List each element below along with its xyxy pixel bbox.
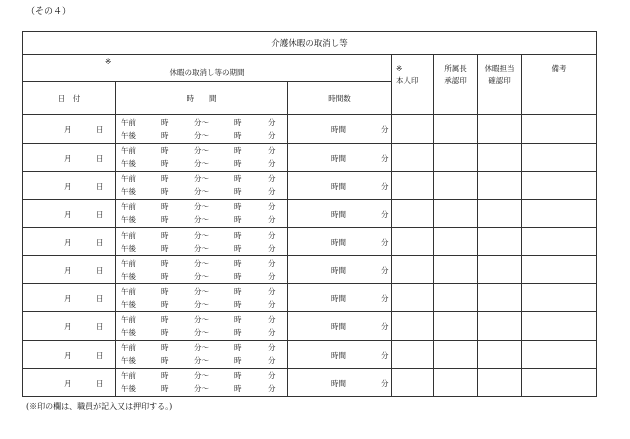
remarks-cell[interactable] [522, 115, 597, 143]
time-cell[interactable] [116, 228, 288, 256]
chief-seal-cell[interactable] [434, 228, 478, 256]
self-seal-label: 本人印 [396, 76, 419, 86]
min-from-label: 分～ [194, 271, 209, 281]
hours-cell[interactable] [288, 340, 392, 368]
staff-seal-cell[interactable] [478, 368, 522, 396]
hour-label: 時 [161, 159, 169, 169]
date-cell[interactable] [23, 284, 116, 312]
hour-label: 時 [234, 215, 242, 225]
month-label: 月 [64, 181, 72, 191]
table-row [23, 115, 597, 143]
chief-line-2: 承認印 [444, 76, 467, 86]
date-cell[interactable] [23, 199, 116, 227]
min-label: 分 [268, 159, 276, 169]
table-row [23, 312, 597, 340]
am-line [116, 116, 287, 129]
dur-min-label: 分 [381, 322, 389, 332]
hour-label: 時 [234, 356, 242, 366]
min-label: 分 [268, 118, 276, 128]
min-from-label: 分～ [194, 159, 209, 169]
hour-label: 時 [234, 384, 242, 394]
hour-label: 時 [234, 187, 242, 197]
chief-seal-cell[interactable] [434, 312, 478, 340]
min-label: 分 [268, 258, 276, 268]
hours-cell[interactable] [288, 228, 392, 256]
min-from-label: 分～ [194, 131, 209, 141]
pm-label: 午後 [121, 356, 136, 366]
chief-approval-header [434, 55, 478, 115]
pm-label: 午後 [121, 271, 136, 281]
time-cell[interactable] [116, 143, 288, 171]
hour-label: 時 [234, 286, 242, 296]
dur-min-label: 分 [381, 209, 389, 219]
time-cell[interactable] [116, 312, 288, 340]
dur-hours-label: 時間 [331, 181, 346, 191]
hour-label: 時 [234, 202, 242, 212]
min-label: 分 [268, 230, 276, 240]
staff-seal-cell[interactable] [478, 228, 522, 256]
min-from-label: 分～ [194, 230, 209, 240]
dur-hours-label: 時間 [331, 238, 346, 248]
self-seal-cell[interactable] [392, 340, 434, 368]
hour-label: 時 [161, 118, 169, 128]
min-from-label: 分～ [194, 146, 209, 156]
dur-min-label: 分 [381, 238, 389, 248]
pm-line [116, 298, 287, 311]
day-label: 日 [96, 181, 104, 191]
hours-cell[interactable] [288, 199, 392, 227]
table-row [23, 171, 597, 199]
hours-header: 時間数 [288, 82, 392, 115]
remarks-cell[interactable] [522, 199, 597, 227]
form-caption: （その４） [26, 7, 72, 17]
chief-seal-cell[interactable] [434, 284, 478, 312]
am-label: 午前 [121, 230, 136, 240]
pm-label: 午後 [121, 243, 136, 253]
min-from-label: 分～ [194, 187, 209, 197]
hour-label: 時 [234, 315, 242, 324]
dur-min-label: 分 [381, 378, 389, 388]
hours-cell[interactable] [288, 312, 392, 340]
table-row [23, 228, 597, 256]
am-line [116, 313, 287, 326]
hour-label: 時 [161, 258, 169, 268]
hour-label: 時 [161, 328, 169, 337]
min-label: 分 [268, 343, 276, 353]
hour-label: 時 [234, 174, 242, 184]
min-label: 分 [268, 131, 276, 141]
table-row [23, 143, 597, 171]
hour-label: 時 [234, 118, 242, 128]
hour-label: 時 [234, 258, 242, 268]
date-cell[interactable] [23, 115, 116, 143]
hour-label: 時 [234, 243, 242, 253]
remarks-header: 備考 [522, 55, 597, 115]
staff-seal-cell[interactable] [478, 115, 522, 143]
am-label: 午前 [121, 286, 136, 296]
am-label: 午前 [121, 371, 136, 381]
chief-seal-cell[interactable] [434, 199, 478, 227]
hour-label: 時 [161, 202, 169, 212]
remarks-cell[interactable] [522, 143, 597, 171]
period-header [23, 55, 392, 82]
min-label: 分 [268, 371, 276, 381]
staff-seal-cell[interactable] [478, 199, 522, 227]
min-from-label: 分～ [194, 299, 209, 309]
am-line [116, 369, 287, 382]
month-label: 月 [64, 266, 72, 276]
day-label: 日 [96, 125, 104, 135]
dur-hours-label: 時間 [331, 153, 346, 163]
min-from-label: 分～ [194, 174, 209, 184]
hour-label: 時 [161, 343, 169, 353]
dur-hours-label: 時間 [331, 350, 346, 360]
dur-min-label: 分 [381, 153, 389, 163]
chief-seal-cell[interactable] [434, 115, 478, 143]
min-label: 分 [268, 271, 276, 281]
dur-min-label: 分 [381, 294, 389, 304]
am-line [116, 285, 287, 298]
min-from-label: 分～ [194, 286, 209, 296]
hour-label: 時 [161, 230, 169, 240]
month-label: 月 [64, 322, 72, 332]
pm-label: 午後 [121, 159, 136, 169]
am-label: 午前 [121, 343, 136, 353]
remarks-cell[interactable] [522, 284, 597, 312]
hour-label: 時 [234, 299, 242, 309]
self-seal-cell[interactable] [392, 256, 434, 284]
dur-min-label: 分 [381, 350, 389, 360]
table-row [23, 368, 597, 396]
dur-min-label: 分 [381, 125, 389, 135]
table-row [23, 199, 597, 227]
hours-cell[interactable] [288, 368, 392, 396]
self-seal-cell[interactable] [392, 312, 434, 340]
hour-label: 時 [161, 187, 169, 197]
am-line [116, 200, 287, 213]
am-line [116, 172, 287, 185]
pm-label: 午後 [121, 328, 136, 337]
time-cell[interactable] [116, 199, 288, 227]
hour-label: 時 [161, 384, 169, 394]
date-header: 日 付 [23, 82, 116, 115]
min-from-label: 分～ [194, 371, 209, 381]
month-label: 月 [64, 153, 72, 163]
chief-seal-cell[interactable] [434, 171, 478, 199]
date-cell[interactable] [23, 312, 116, 340]
day-label: 日 [96, 266, 104, 276]
date-cell[interactable] [23, 368, 116, 396]
table-row [23, 256, 597, 284]
time-cell[interactable] [116, 256, 288, 284]
pm-line [116, 213, 287, 226]
chief-seal-cell[interactable] [434, 368, 478, 396]
pm-line [116, 242, 287, 255]
staff-seal-cell[interactable] [478, 256, 522, 284]
hours-cell[interactable] [288, 284, 392, 312]
time-cell[interactable] [116, 284, 288, 312]
hour-label: 時 [161, 174, 169, 184]
min-from-label: 分～ [194, 328, 209, 337]
hour-label: 時 [161, 146, 169, 156]
month-label: 月 [64, 294, 72, 304]
leave-staff-line-2: 確認印 [488, 76, 511, 86]
dur-hours-label: 時間 [331, 209, 346, 219]
time-cell[interactable] [116, 171, 288, 199]
am-line [116, 341, 287, 354]
hour-label: 時 [161, 286, 169, 296]
leave-cancellation-table [22, 31, 597, 397]
time-header: 時 間 [116, 82, 288, 115]
hour-label: 時 [234, 230, 242, 240]
day-label: 日 [96, 350, 104, 360]
month-label: 月 [64, 125, 72, 135]
dur-hours-label: 時間 [331, 294, 346, 304]
chief-line-1: 所属長 [444, 64, 467, 74]
pm-line [116, 382, 287, 395]
hour-label: 時 [234, 343, 242, 353]
chief-seal-cell[interactable] [434, 340, 478, 368]
am-label: 午前 [121, 258, 136, 268]
hour-label: 時 [161, 271, 169, 281]
hour-label: 時 [234, 146, 242, 156]
min-label: 分 [268, 146, 276, 156]
am-label: 午前 [121, 118, 136, 128]
chief-seal-cell[interactable] [434, 256, 478, 284]
hours-cell[interactable] [288, 143, 392, 171]
min-label: 分 [268, 286, 276, 296]
hour-label: 時 [234, 371, 242, 381]
hour-label: 時 [161, 131, 169, 141]
staff-seal-cell[interactable] [478, 312, 522, 340]
day-label: 日 [96, 209, 104, 219]
self-seal-cell[interactable] [392, 284, 434, 312]
hour-label: 時 [234, 271, 242, 281]
min-from-label: 分～ [194, 243, 209, 253]
month-label: 月 [64, 350, 72, 360]
day-label: 日 [96, 238, 104, 248]
leave-staff-header [478, 55, 522, 115]
min-label: 分 [268, 174, 276, 184]
month-label: 月 [64, 378, 72, 388]
hour-label: 時 [234, 328, 242, 337]
chief-seal-cell[interactable] [434, 143, 478, 171]
min-from-label: 分～ [194, 356, 209, 366]
am-line [116, 144, 287, 157]
hours-cell[interactable] [288, 171, 392, 199]
month-label: 月 [64, 209, 72, 219]
pm-label: 午後 [121, 187, 136, 197]
min-label: 分 [268, 384, 276, 394]
dur-hours-label: 時間 [331, 266, 346, 276]
staff-seal-cell[interactable] [478, 340, 522, 368]
min-from-label: 分～ [194, 118, 209, 128]
staff-seal-cell[interactable] [478, 284, 522, 312]
remarks-cell[interactable] [522, 312, 597, 340]
am-label: 午前 [121, 174, 136, 184]
hour-label: 時 [161, 371, 169, 381]
min-label: 分 [268, 315, 276, 324]
date-cell[interactable] [23, 256, 116, 284]
pm-label: 午後 [121, 299, 136, 309]
min-label: 分 [268, 356, 276, 366]
pm-line [116, 129, 287, 142]
self-seal-cell[interactable] [392, 199, 434, 227]
min-from-label: 分～ [194, 215, 209, 225]
day-label: 日 [96, 294, 104, 304]
min-label: 分 [268, 243, 276, 253]
day-label: 日 [96, 322, 104, 332]
self-seal-cell[interactable] [392, 368, 434, 396]
pm-label: 午後 [121, 131, 136, 141]
hour-label: 時 [161, 215, 169, 225]
dur-hours-label: 時間 [331, 378, 346, 388]
pm-label: 午後 [121, 384, 136, 394]
date-cell[interactable] [23, 171, 116, 199]
am-line [116, 229, 287, 242]
am-label: 午前 [121, 146, 136, 156]
hour-label: 時 [161, 315, 169, 324]
min-label: 分 [268, 215, 276, 225]
dur-min-label: 分 [381, 266, 389, 276]
min-from-label: 分～ [194, 315, 209, 324]
pm-label: 午後 [121, 215, 136, 225]
time-cell[interactable] [116, 368, 288, 396]
hour-label: 時 [161, 356, 169, 366]
time-cell[interactable] [116, 340, 288, 368]
am-line [116, 257, 287, 270]
date-cell[interactable] [23, 228, 116, 256]
table-row [23, 284, 597, 312]
staff-seal-cell[interactable] [478, 143, 522, 171]
remarks-cell[interactable] [522, 340, 597, 368]
period-label: 休暇の取消し等の期間 [169, 68, 245, 78]
self-seal-cell[interactable] [392, 171, 434, 199]
remarks-cell[interactable] [522, 256, 597, 284]
staff-seal-cell[interactable] [478, 171, 522, 199]
period-mark: ※ [105, 57, 112, 67]
day-label: 日 [96, 153, 104, 163]
table-title: 介護休暇の取消し等 [23, 32, 597, 55]
time-cell[interactable] [116, 115, 288, 143]
pm-line [116, 185, 287, 198]
leave-staff-line-1: 休暇担当 [484, 64, 515, 74]
dur-hours-label: 時間 [331, 322, 346, 332]
am-label: 午前 [121, 202, 136, 212]
dur-min-label: 分 [381, 181, 389, 191]
hours-cell[interactable] [288, 256, 392, 284]
pm-line [116, 270, 287, 283]
hour-label: 時 [161, 243, 169, 253]
table-row [23, 340, 597, 368]
dur-hours-label: 時間 [331, 125, 346, 135]
min-label: 分 [268, 202, 276, 212]
remarks-cell[interactable] [522, 228, 597, 256]
remarks-cell[interactable] [522, 368, 597, 396]
min-label: 分 [268, 299, 276, 309]
self-mark: ※ [396, 64, 403, 74]
remarks-cell[interactable] [522, 171, 597, 199]
min-from-label: 分～ [194, 384, 209, 394]
hour-label: 時 [234, 131, 242, 141]
hours-cell[interactable] [288, 115, 392, 143]
hour-label: 時 [234, 159, 242, 169]
self-seal-cell[interactable] [392, 115, 434, 143]
date-cell[interactable] [23, 143, 116, 171]
min-label: 分 [268, 187, 276, 197]
month-label: 月 [64, 238, 72, 248]
min-label: 分 [268, 328, 276, 337]
hour-label: 時 [161, 299, 169, 309]
min-from-label: 分～ [194, 343, 209, 353]
self-seal-cell[interactable] [392, 228, 434, 256]
pm-line [116, 354, 287, 367]
self-seal-cell[interactable] [392, 143, 434, 171]
pm-line [116, 326, 287, 339]
am-label: 午前 [121, 315, 136, 324]
min-from-label: 分～ [194, 202, 209, 212]
date-cell[interactable] [23, 340, 116, 368]
self-seal-header [392, 55, 434, 115]
min-from-label: 分～ [194, 258, 209, 268]
pm-line [116, 157, 287, 170]
footnote: (※印の欄は、職員が記入又は押印する。) [26, 402, 173, 411]
day-label: 日 [96, 378, 104, 388]
